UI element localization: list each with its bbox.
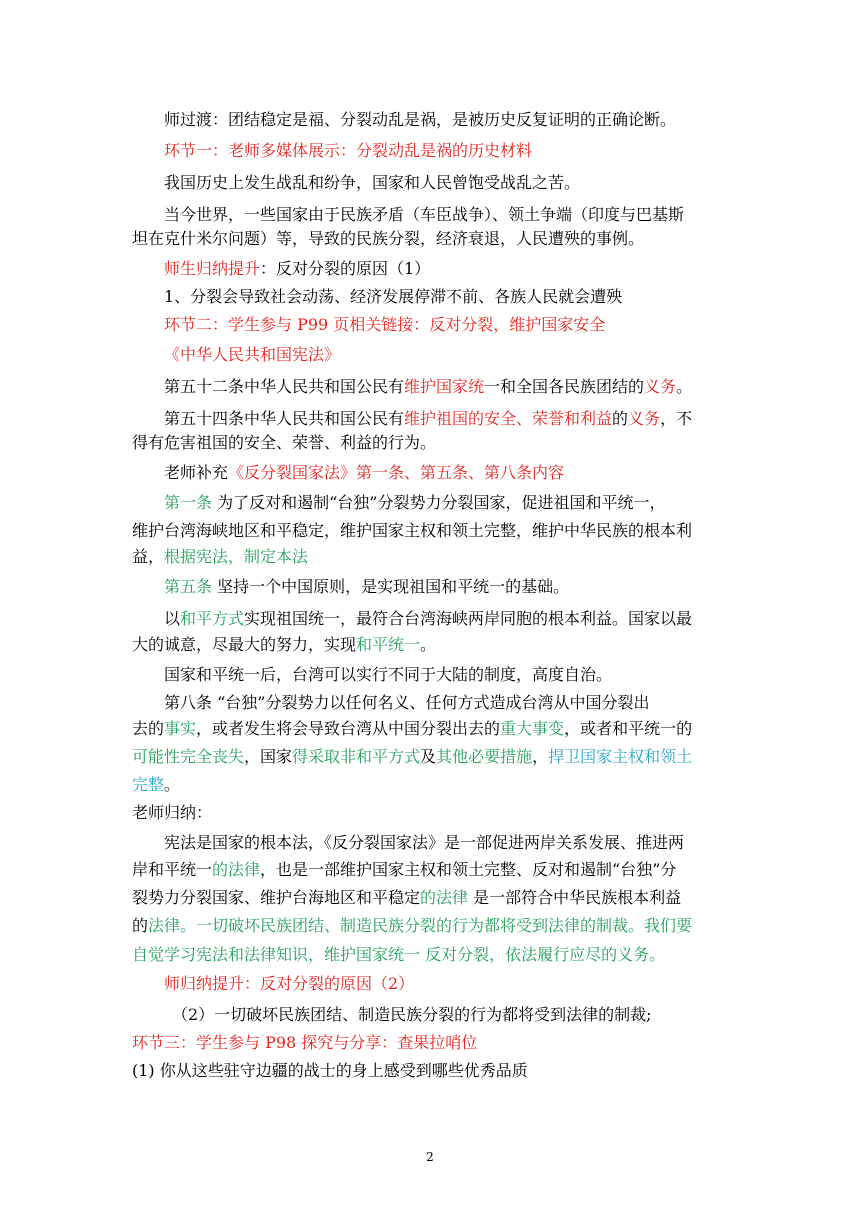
text-segment: 《中华人民共和国宪法》	[164, 345, 341, 364]
text-segment: 自觉学习宪法和法律知识，维护国家统一 反对分裂，依法履行应尽的义务。	[132, 945, 666, 964]
text-segment: 我国历史上发生战乱和纷争，国家和人民曾饱受战乱之苦。	[164, 173, 581, 192]
text-segment: 实现祖国统一，最符合台湾海峡两岸同胞的根本利益。国家以最	[244, 609, 693, 628]
text-segment: 得有危害祖国的安全、荣誉、利益的行为。	[132, 433, 437, 452]
paragraph-line	[164, 609, 764, 629]
text-segment: 完整	[132, 775, 165, 794]
text-segment: 义务	[644, 377, 677, 396]
paragraph-line	[132, 945, 732, 965]
text-segment: ：反对分裂的原因（1）	[260, 259, 431, 278]
article-line	[164, 577, 764, 597]
text-segment: 老师归纳：	[132, 803, 213, 822]
paragraph-line	[132, 433, 732, 453]
paragraph-line	[132, 521, 732, 541]
text-segment: ，国家	[244, 747, 293, 766]
text-segment: 维护国家统	[404, 377, 485, 396]
text-segment: 老师补充	[164, 463, 229, 482]
text-segment: 是一部符合中华民族根本利益	[468, 888, 682, 907]
paragraph-line	[164, 409, 764, 429]
paragraph-line	[132, 803, 732, 823]
text-segment: 为了反对和遏制“台独”分裂势力分裂国家，促进祖国和平统一，	[212, 493, 666, 512]
paragraph-line	[132, 888, 732, 908]
text-segment: 可能性完全丧失	[132, 747, 245, 766]
paragraph-line	[164, 110, 764, 130]
text-segment: 。	[676, 377, 693, 396]
text-segment: 第五十二条中华人民共和国公民有	[164, 377, 405, 396]
text-segment: (1) 你从这些驻守边疆的战士的身上感受到哪些优秀品质	[132, 1061, 528, 1080]
law-title	[164, 345, 764, 365]
paragraph-line	[132, 916, 732, 936]
section-heading	[164, 315, 764, 335]
text-segment: 和平统一	[356, 635, 421, 654]
text-segment: 环节一：老师多媒体展示：分裂动乱是祸的历史材料	[164, 141, 533, 160]
paragraph-line	[164, 205, 764, 225]
text-segment: 师归纳提升：反对分裂的原因（2）	[164, 974, 415, 993]
text-segment: 以	[164, 609, 181, 628]
text-segment: 环节二：学生参与 P99 页相关链接：反对分裂，维护国家安全	[164, 315, 606, 334]
paragraph-line	[132, 229, 732, 249]
article-line	[164, 693, 764, 713]
text-segment: 益，	[132, 547, 165, 566]
text-segment: 的	[612, 409, 629, 428]
text-segment: 维护台湾海峡地区和平稳定，维护国家主权和领土完整，维护中华民族的根本利	[132, 521, 693, 540]
paragraph-line	[164, 287, 764, 307]
paragraph-line	[132, 775, 732, 795]
text-segment: 的	[132, 916, 149, 935]
paragraph-line	[164, 377, 764, 397]
text-segment: 捍卫国家主权和领土	[548, 747, 693, 766]
article-line	[164, 493, 764, 513]
text-segment: 第一条	[164, 493, 213, 512]
summary-line	[164, 259, 764, 279]
text-segment: 坦在克什米尔问题）等，导致的民族分裂，经济衰退，人民遭殃的事例。	[132, 229, 645, 248]
text-segment: 事实	[164, 719, 197, 738]
paragraph-line	[132, 719, 732, 739]
question-line	[132, 1061, 732, 1081]
text-segment: 及	[420, 747, 437, 766]
text-segment: 。	[164, 775, 181, 794]
summary-line	[164, 974, 764, 994]
paragraph-line	[164, 173, 764, 193]
text-segment: 第八条 “台独”分裂势力以任何名义、任何方式造成台湾从中国分裂出	[164, 693, 650, 712]
paragraph-line	[132, 635, 732, 655]
text-segment: 得采取非和平方式	[292, 747, 421, 766]
text-segment: 法律	[148, 916, 181, 935]
paragraph-line	[132, 860, 732, 880]
section-heading	[164, 141, 764, 161]
text-segment: ，也是一部维护国家主权和领土完整、反对和遏制“台独”分	[260, 860, 677, 879]
page-number: 2	[426, 1150, 434, 1164]
text-segment: 的法律	[212, 860, 261, 879]
text-segment: 当今世界，一些国家由于民族矛盾（车臣战争）、领土争端（印度与巴基斯	[164, 205, 685, 224]
text-segment: 裂势力分裂国家、维护台海地区和平稳定	[132, 888, 421, 907]
text-segment: 1、分裂会导致社会动荡、经济发展停滞不前、各族人民就会遭殃	[164, 287, 623, 306]
text-segment: ，	[532, 747, 549, 766]
paragraph-line	[132, 547, 732, 567]
text-segment: 重大事变	[500, 719, 565, 738]
text-segment: 和平方式	[180, 609, 245, 628]
text-segment: 《反分裂国家法》第一条、第五条、第八条内容	[228, 463, 565, 482]
paragraph-line	[164, 833, 764, 853]
text-segment: 环节三：学生参与 P98 探究与分享：查果拉哨位	[132, 1033, 478, 1052]
text-segment: 的法律	[420, 888, 469, 907]
text-segment: 其他必要措施	[436, 747, 533, 766]
text-segment: 第五十四条中华人民共和国公民有	[164, 409, 405, 428]
text-segment: ，或者和平统一的	[564, 719, 693, 738]
text-segment: ，不	[660, 409, 693, 428]
section-heading	[132, 1033, 732, 1053]
text-segment: 国家和平统一后，台湾可以实行不同于大陆的制度，高度自治。	[164, 665, 613, 684]
paragraph-line	[164, 463, 764, 483]
paragraph-line	[164, 665, 764, 685]
text-segment: 师生归纳提升	[164, 259, 261, 278]
text-segment: 维护祖国的安全、荣誉和利益	[404, 409, 613, 428]
text-segment: （2）一切破坏民族团结、制造民族分裂的行为都将受到法律的制裁;	[172, 1005, 652, 1024]
text-segment: 岸和平统一	[132, 860, 213, 879]
text-segment: 坚持一个中国原则，是实现祖国和平统一的基础。	[212, 577, 570, 596]
text-segment: 师过渡：团结稳定是福、分裂动乱是祸，是被历史反复证明的正确论断。	[164, 110, 677, 129]
text-segment: 第五条	[164, 577, 213, 596]
text-segment: 。	[420, 635, 437, 654]
paragraph-line	[132, 747, 732, 767]
text-segment: 。一切破坏民族团结、制造民族分裂的行为都将受到法律的制裁。我们要	[180, 916, 693, 935]
text-segment: 去的	[132, 719, 165, 738]
text-segment: 根据宪法，制定本法	[164, 547, 309, 566]
text-segment: 义务	[628, 409, 661, 428]
text-segment: 大的诚意，尽最大的努力，实现	[132, 635, 357, 654]
paragraph-line	[172, 1005, 772, 1025]
text-segment: 一和全国各民族团结的	[484, 377, 645, 396]
text-segment: 宪法是国家的根本法，《反分裂国家法》是一部促进两岸关系发展、推进两	[164, 833, 685, 852]
text-segment: ，或者发生将会导致台湾从中国分裂出去的	[196, 719, 501, 738]
